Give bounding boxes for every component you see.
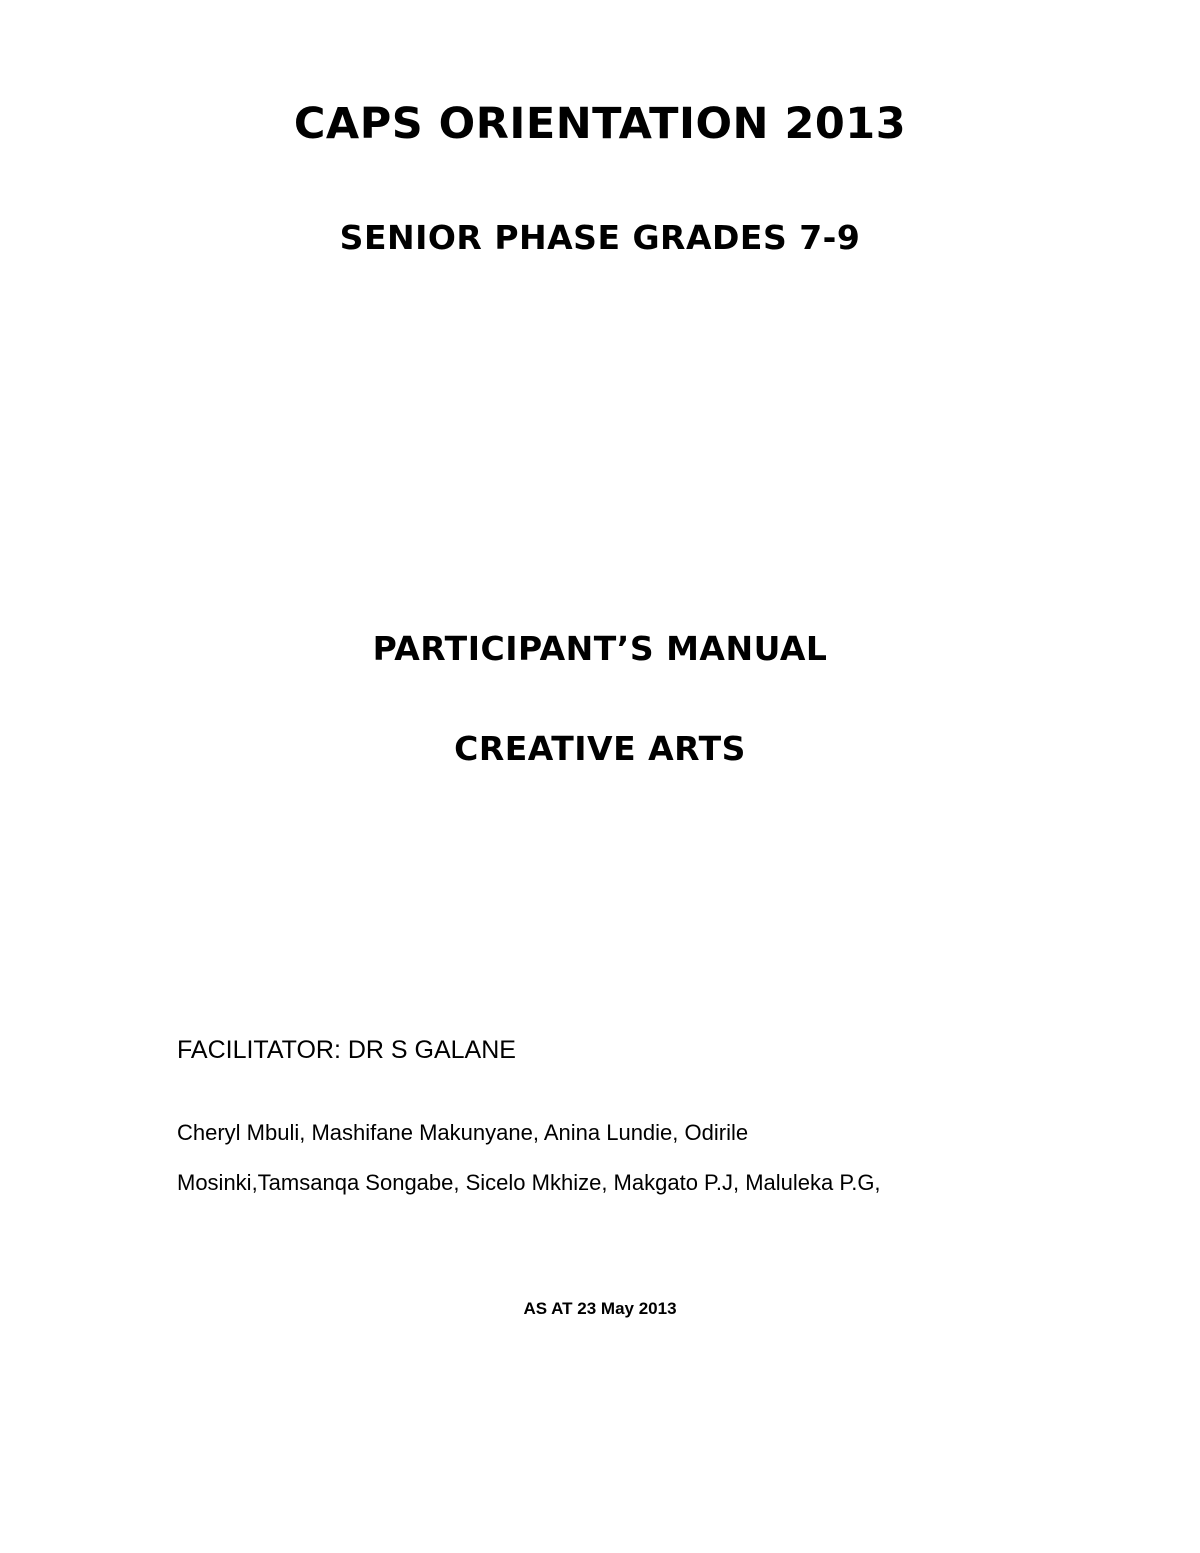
contributors-line-2: Mosinki,Tamsanqa Songabe, Sicelo Mkhize, Makgato P.J, Maluleka P.G,	[177, 1170, 881, 1195]
document-subtitle: SENIOR PHASE GRADES 7-9	[339, 218, 861, 257]
contributors-list	[177, 1108, 977, 1208]
contributors-line-1: Cheryl Mbuli, Mashifane Makunyane, Anina Lundie, Odirile	[177, 1120, 749, 1145]
facilitator-line: FACILITATOR: DR S GALANE	[177, 1036, 516, 1064]
manual-type-heading: PARTICIPANT’S MANUAL	[372, 629, 828, 668]
document-title: CAPS ORIENTATION 2013	[293, 99, 907, 149]
date-line: AS AT 23 May 2013	[523, 1299, 677, 1318]
subject-heading: CREATIVE ARTS	[454, 729, 746, 768]
